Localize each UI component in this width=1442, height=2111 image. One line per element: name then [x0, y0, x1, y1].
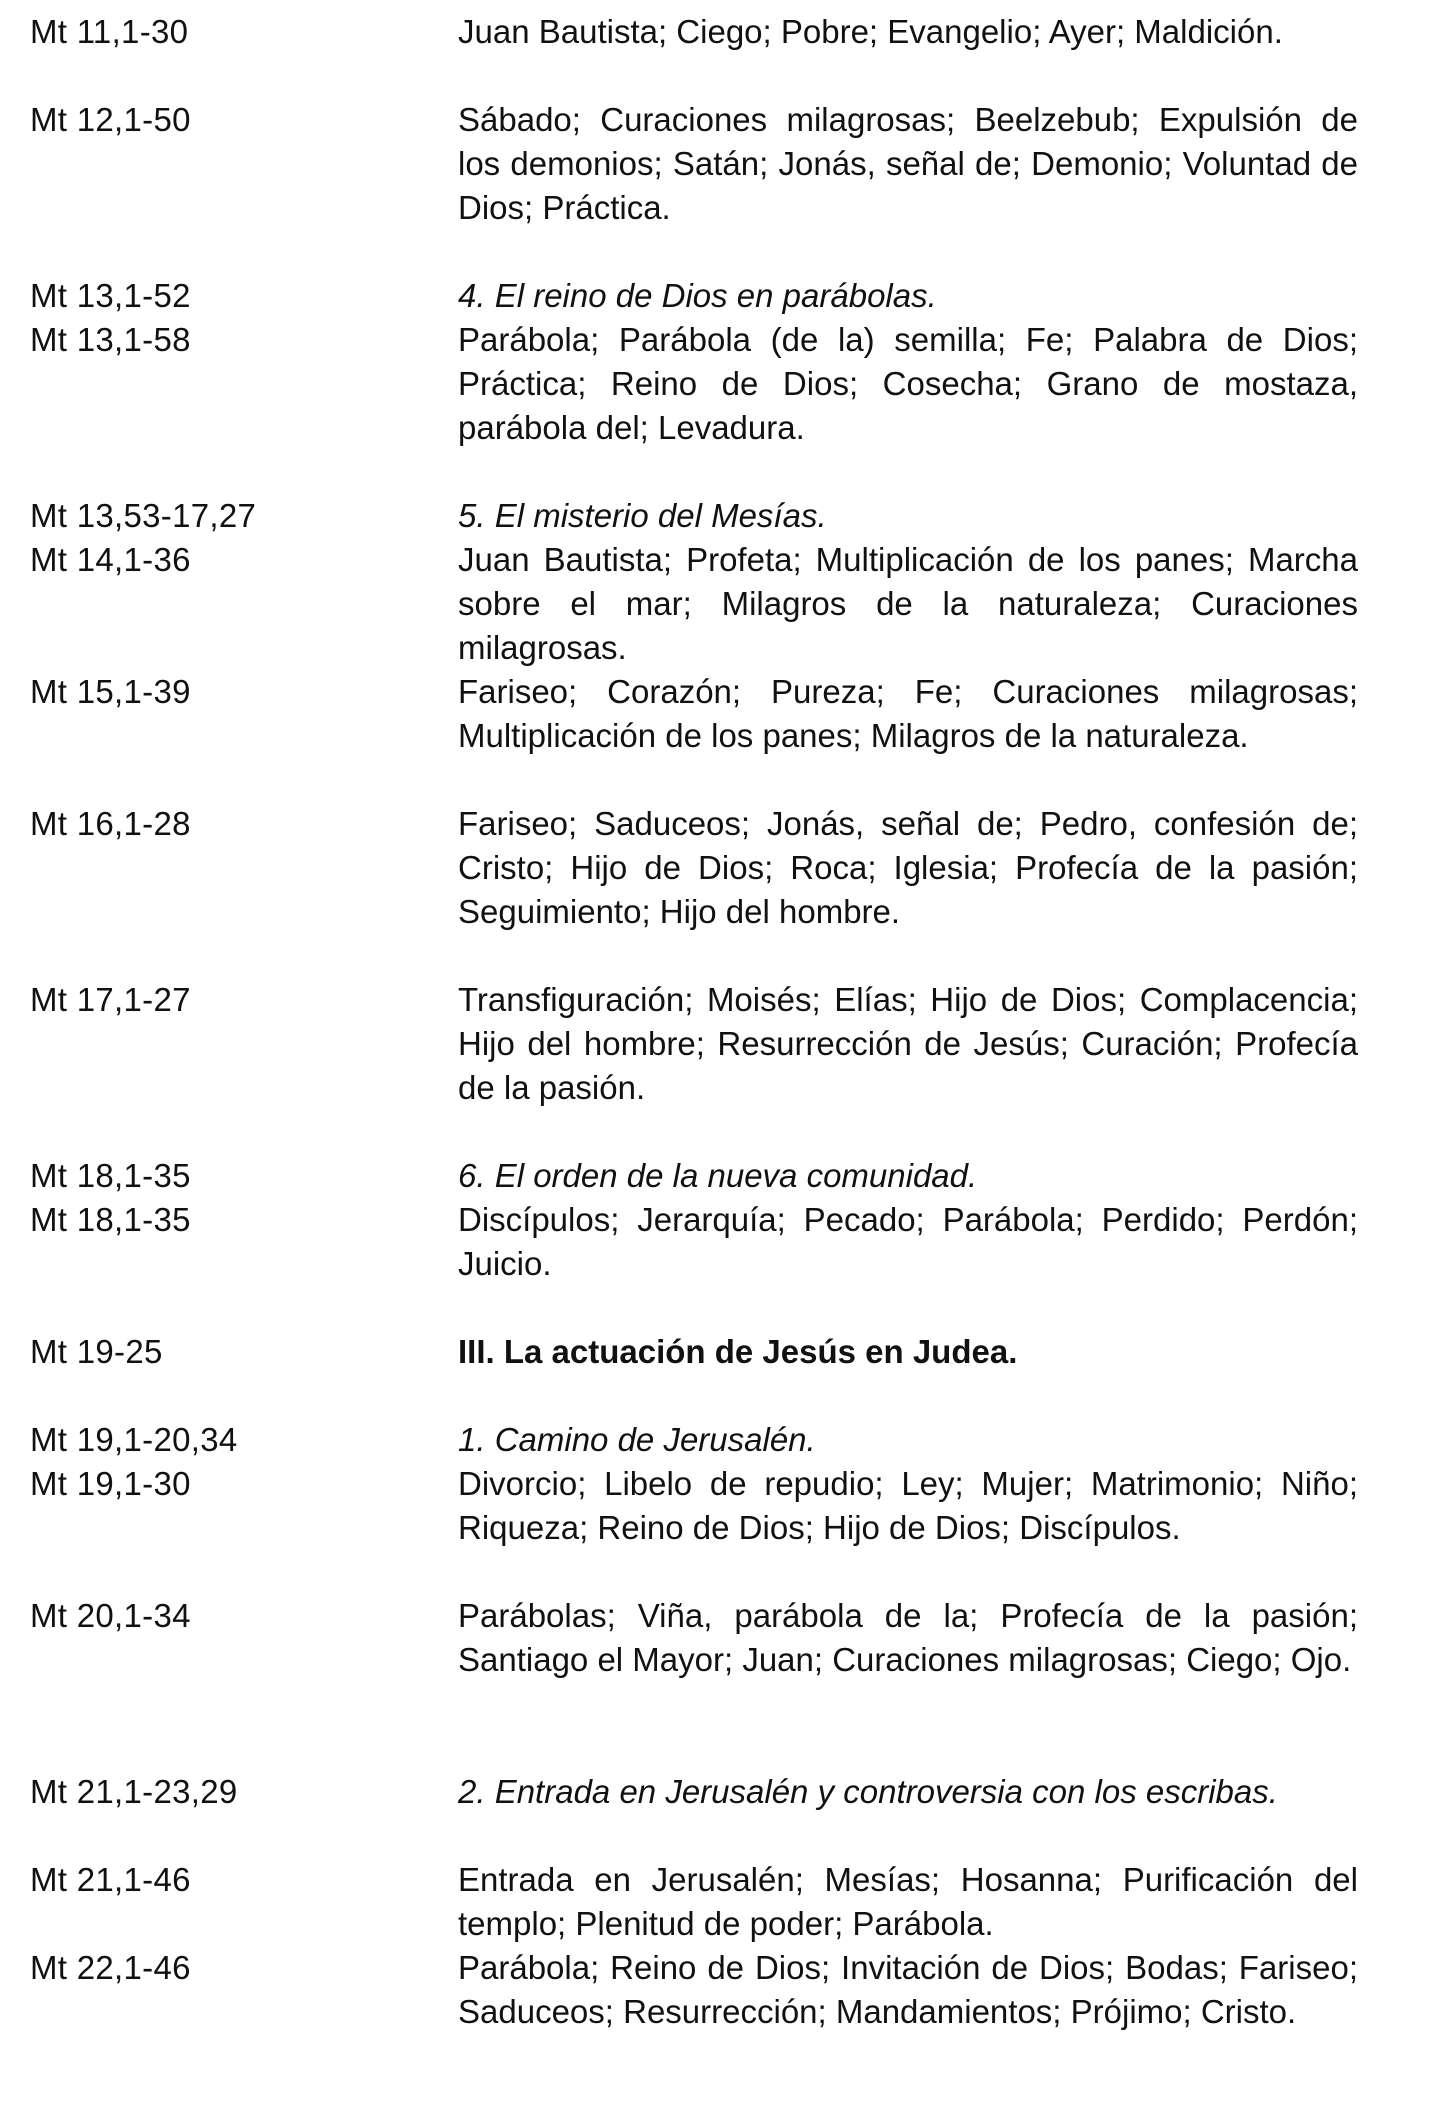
- topic-list: Discípulos; Jerarquía; Pecado; Parábola; Perdido; Perdón; Juicio.: [458, 1201, 1358, 1282]
- section-heading: 5. El misterio del Mesías.: [458, 497, 827, 534]
- section-heading: 4. El reino de Dios en parábolas.: [458, 277, 937, 314]
- section-heading: 6. El orden de la nueva comunidad.: [458, 1157, 978, 1194]
- part-heading: III. La actuación de Jesús en Judea.: [458, 1333, 1018, 1370]
- passage-reference: Mt 20,1-34: [30, 1597, 191, 1634]
- passage-reference: Mt 19-25: [30, 1333, 163, 1370]
- passage-reference: Mt 22,1-46: [30, 1949, 191, 1986]
- passage-reference: Mt 21,1-46: [30, 1861, 191, 1898]
- topic-list: Parábolas; Viña, parábola de la; Profecía de la pasión; Santiago el Mayor; Juan; Curaciones milagrosas; Ciego; Ojo.: [458, 1597, 1358, 1678]
- section-heading: 2. Entrada en Jerusalén y controversia con los escribas.: [458, 1773, 1278, 1810]
- section-heading: 1. Camino de Jerusalén.: [458, 1421, 816, 1458]
- passage-reference: Mt 16,1-28: [30, 805, 191, 842]
- topic-list: Sábado; Curaciones milagrosas; Beelzebub; Expulsión de los demonios; Satán; Jonás, señal de; Demonio; Voluntad de Dios; Práctica.: [458, 101, 1358, 226]
- topic-list: Juan Bautista; Profeta; Multiplicación de los panes; Marcha sobre el mar; Milagros de la naturaleza; Curaciones milagrosas.: [458, 541, 1358, 666]
- passage-reference: Mt 13,1-58: [30, 321, 191, 358]
- passage-reference: Mt 13,1-52: [30, 277, 191, 314]
- passage-reference: Mt 21,1-23,29: [30, 1773, 238, 1810]
- topic-list: Fariseo; Saduceos; Jonás, señal de; Pedro, confesión de; Cristo; Hijo de Dios; Roca; Iglesia; Profecía de la pasión; Seguimiento; Hijo del hombre.: [458, 805, 1358, 930]
- passage-reference: Mt 13,53-17,27: [30, 497, 257, 534]
- passage-reference: Mt 18,1-35: [30, 1201, 191, 1238]
- topic-list: Entrada en Jerusalén; Mesías; Hosanna; Purificación del templo; Plenitud de poder; Parábola.: [458, 1861, 1358, 1942]
- passage-reference: Mt 11,1-30: [30, 13, 189, 50]
- passage-reference: Mt 15,1-39: [30, 673, 191, 710]
- passage-reference: Mt 17,1-27: [30, 981, 191, 1018]
- topic-list: Parábola; Reino de Dios; Invitación de Dios; Bodas; Fariseo; Saduceos; Resurrección; Mandamientos; Prójimo; Cristo.: [458, 1949, 1358, 2030]
- passage-reference: Mt 18,1-35: [30, 1157, 191, 1194]
- passage-reference: Mt 19,1-30: [30, 1465, 191, 1502]
- topic-list: Parábola; Parábola (de la) semilla; Fe; Palabra de Dios; Práctica; Reino de Dios; Cosecha; Grano de mostaza, parábola del; Levadura.: [458, 321, 1358, 446]
- passage-reference: Mt 12,1-50: [30, 101, 191, 138]
- topic-list: Juan Bautista; Ciego; Pobre; Evangelio; Ayer; Maldición.: [458, 13, 1283, 50]
- topic-list: Fariseo; Corazón; Pureza; Fe; Curaciones milagrosas; Multiplicación de los panes; Milagros de la naturaleza.: [458, 673, 1358, 754]
- passage-reference: Mt 19,1-20,34: [30, 1421, 238, 1458]
- topic-list: Transfiguración; Moisés; Elías; Hijo de Dios; Complacencia; Hijo del hombre; Resurrección de Jesús; Curación; Profecía de la pasión.: [458, 981, 1358, 1106]
- passage-reference: Mt 14,1-36: [30, 541, 191, 578]
- topic-list: Divorcio; Libelo de repudio; Ley; Mujer; Matrimonio; Niño; Riqueza; Reino de Dios; Hijo de Dios; Discípulos.: [458, 1465, 1358, 1546]
